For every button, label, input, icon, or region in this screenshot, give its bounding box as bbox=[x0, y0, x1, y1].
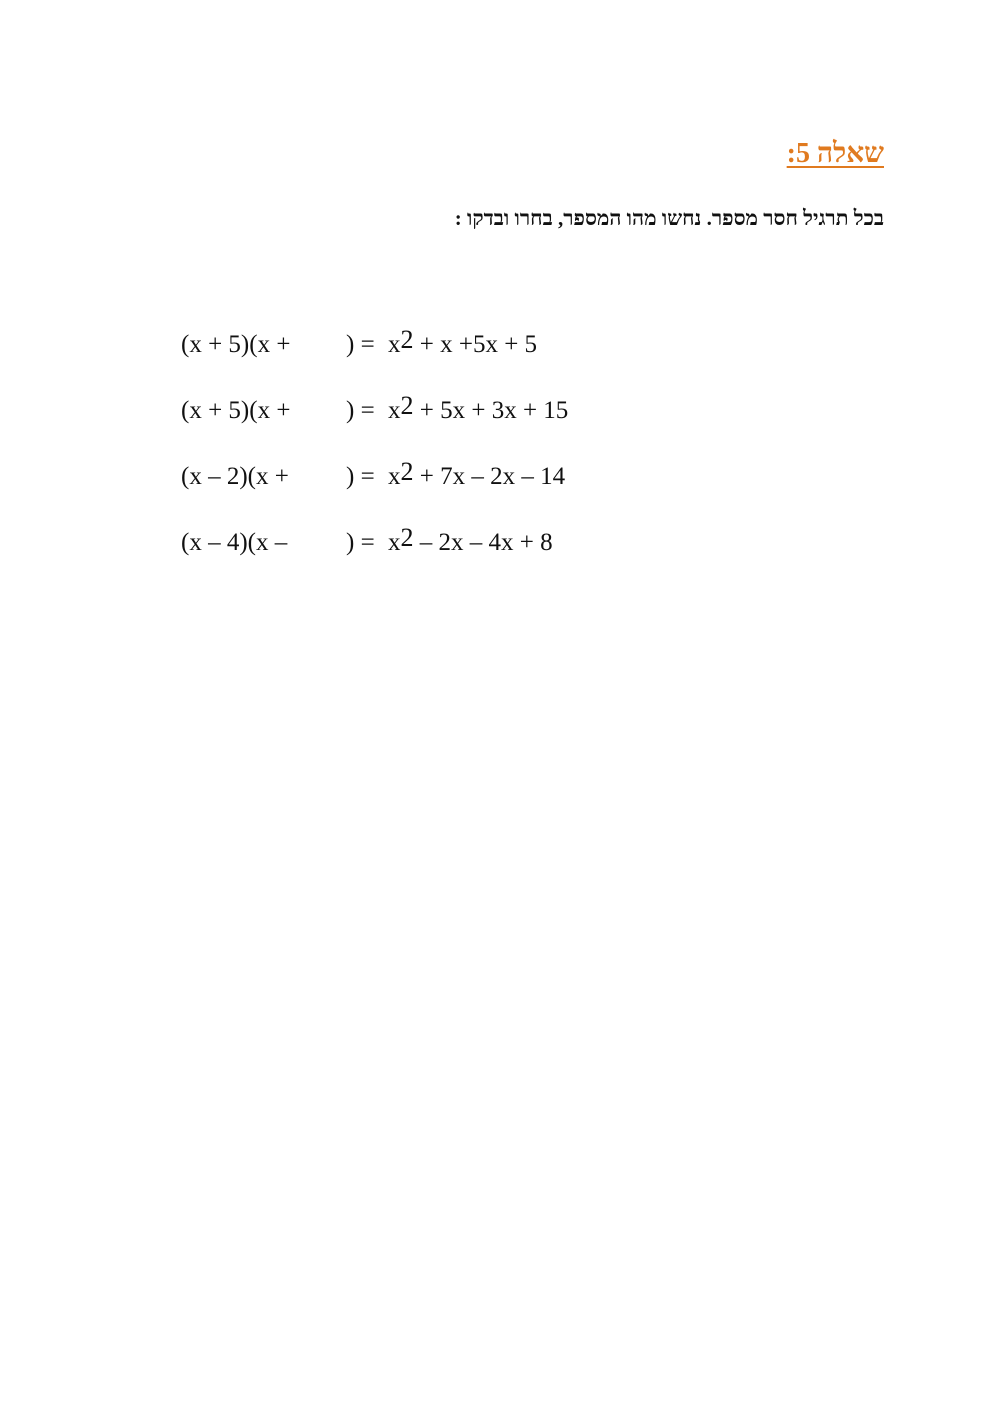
answer-blank[interactable] bbox=[299, 463, 349, 491]
exercise-close-equals: ) = bbox=[346, 529, 375, 556]
x-base: x bbox=[388, 463, 401, 490]
exponent: 2 bbox=[400, 457, 414, 486]
expression-rest: – 2x – 4x + 8 bbox=[413, 529, 553, 556]
exponent: 2 bbox=[400, 325, 414, 354]
exercise-close-equals: ) = bbox=[346, 463, 375, 490]
exercise-left-side: (x + 5)(x + bbox=[181, 331, 291, 358]
question-title: שאלה 5: bbox=[786, 138, 884, 169]
exercise-left-side: (x – 4)(x – bbox=[181, 529, 288, 556]
exercise-left-side: (x + 5)(x + bbox=[181, 397, 291, 424]
exercise-right-side bbox=[388, 325, 537, 365]
exercise-close-equals: ) = bbox=[346, 331, 375, 358]
exponent: 2 bbox=[400, 523, 414, 552]
exercise-left-side: (x – 2)(x + bbox=[181, 463, 289, 490]
exercise-right-side bbox=[388, 391, 568, 431]
exercise-right-side bbox=[388, 457, 565, 497]
exercise-close-equals: ) = bbox=[346, 397, 375, 424]
expression-rest: + 5x + 3x + 15 bbox=[413, 397, 569, 424]
exercise-right-side bbox=[388, 523, 553, 563]
answer-blank[interactable] bbox=[299, 529, 349, 557]
answer-blank[interactable] bbox=[299, 397, 349, 425]
expression-rest: + 7x – 2x – 14 bbox=[413, 463, 566, 490]
expression-rest: + x +5x + 5 bbox=[413, 331, 538, 358]
exponent: 2 bbox=[400, 391, 414, 420]
question-instructions: בכל תרגיל חסר מספר. נחשו מהו המספר, בחרו ובדקו : bbox=[454, 206, 884, 230]
x-base: x bbox=[388, 331, 401, 358]
x-base: x bbox=[388, 397, 401, 424]
x-base: x bbox=[388, 529, 401, 556]
answer-blank[interactable] bbox=[299, 331, 349, 359]
